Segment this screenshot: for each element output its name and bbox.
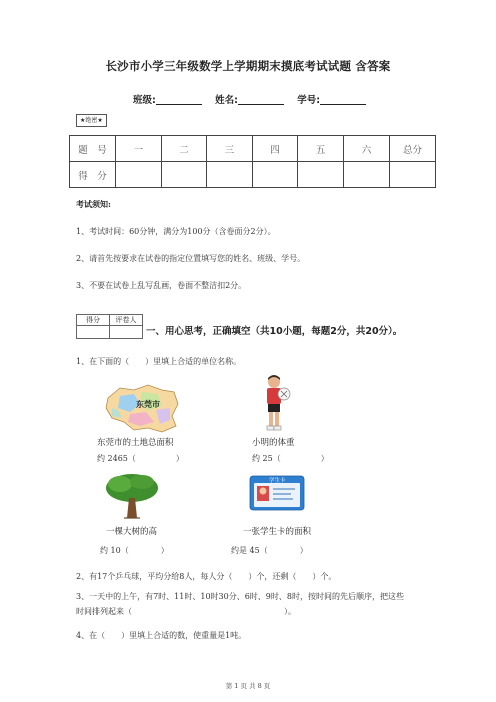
score-cell: 二 [162, 136, 207, 162]
picture-caption: 一张学生卡的面积 [243, 527, 312, 537]
score-cell: 四 [253, 136, 298, 162]
grader-box [76, 314, 143, 339]
id-blank [320, 94, 366, 105]
score-input-cell [116, 162, 162, 188]
page-title: 长沙市小学三年级数学上学期期末摸底考试试题 含答案 [105, 59, 391, 73]
name-label: 姓名: [215, 95, 238, 106]
score-table-score-row [70, 162, 436, 188]
student-info-line [133, 92, 376, 106]
score-cell: 题 号 [70, 136, 116, 162]
notice-item: 3、不要在试卷上乱写乱画，卷面不整洁扣2分。 [76, 281, 247, 290]
class-label: 班级: [133, 95, 156, 106]
score-cell: 一 [116, 136, 162, 162]
score-table [69, 135, 436, 188]
picture-approx: 约 2465（ ） [97, 454, 184, 463]
score-input-cell [162, 162, 207, 188]
secret-stamp: ★绝密★ [76, 114, 107, 127]
score-table-header-row [70, 136, 436, 162]
notice-heading: 考试须知: [76, 199, 111, 209]
name-blank [238, 94, 284, 105]
class-blank [156, 94, 202, 105]
question-1: 1、在下面的（ ）里填上合适的单位名称。 [76, 357, 242, 366]
grader-score-label: 得分 [77, 315, 110, 326]
score-cell: 六 [344, 136, 390, 162]
student-card-image [249, 475, 305, 511]
question-3-line2: 时间排列起来（ ）。 [76, 607, 296, 616]
child-image [257, 375, 293, 433]
score-input-cell [207, 162, 253, 188]
score-input-cell [390, 162, 436, 188]
card-label: 学生卡 [269, 478, 286, 484]
page-footer: 第 1 页 共 8 页 [225, 682, 271, 690]
score-cell: 三 [207, 136, 253, 162]
picture-caption: 东莞市的土地总面积 [97, 438, 174, 448]
id-label: 学号: [297, 95, 321, 106]
picture-caption: 一棵大树的高 [106, 527, 158, 537]
map-image [104, 382, 182, 434]
picture-approx: 约是 45（ ） [231, 546, 308, 555]
question-3-line1: 3、一天中的上午，有7时、11时、10时30分、6时、9时、8时，按时间的先后顺序，把这些 [76, 592, 404, 601]
notice-item: 1、考试时间：60分钟，满分为100分（含卷面分2分）。 [76, 227, 276, 236]
grader-name-label: 评卷人 [110, 315, 143, 326]
map-label: 东莞市 [136, 400, 160, 409]
score-cell: 五 [298, 136, 344, 162]
picture-approx: 约 10（ ） [100, 546, 169, 555]
picture-caption: 小明的体重 [252, 438, 295, 448]
score-cell: 得 分 [70, 162, 116, 188]
section1-heading: 一、用心思考，正确填空（共10小题，每题2分，共20分）。 [146, 326, 403, 337]
score-input-cell [344, 162, 390, 188]
grader-score-blank [77, 326, 110, 339]
score-input-cell [298, 162, 344, 188]
picture-approx: 约 25（ ） [252, 454, 329, 463]
score-cell: 总分 [390, 136, 436, 162]
tree-image [104, 472, 160, 522]
question-2: 2、有17个乒乓球，平均分给8人，每人分（ ）个，还剩（ ）个。 [76, 572, 337, 581]
score-input-cell [253, 162, 298, 188]
notice-item: 2、请首先按要求在试卷的指定位置填写您的姓名、班级、学号。 [76, 254, 306, 263]
grader-name-blank [110, 326, 143, 339]
question-4: 4、在（ ）里填上合适的数，使重量是1吨。 [76, 631, 247, 640]
